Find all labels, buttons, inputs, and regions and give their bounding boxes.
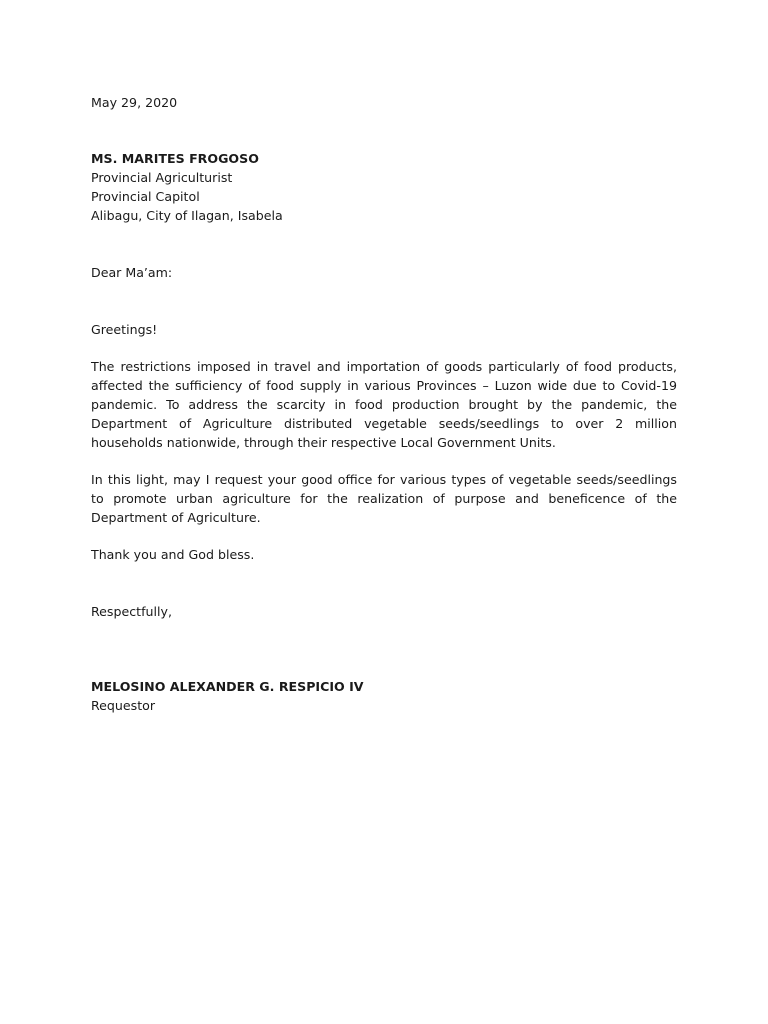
recipient-block [91, 149, 677, 225]
greeting-text: Greetings! [91, 322, 158, 337]
salutation [91, 263, 677, 282]
closing-text: Respectfully, [91, 604, 172, 619]
sender-title: Requestor [91, 698, 156, 713]
body-paragraph: The restrictions imposed in travel and importation of goods particularly of food products, affected the sufficiency of food supply in various Provinces – Luzon wide due to Covid-19 pandemic. To address the scarcity in food production brought by the pandemic, the Department of Agriculture distributed vegetable seeds/seedlings to over 2 million households nationwide, through their respective Local Government Units. [91, 359, 677, 450]
date-text: May 29, 2020 [91, 95, 178, 110]
thanks-line [91, 545, 677, 564]
recipient-name: MS. MARITES FROGOSO [91, 151, 259, 166]
letter-date [91, 93, 677, 112]
salutation-text: Dear Ma’am: [91, 265, 173, 280]
sender-block [91, 677, 677, 715]
greeting [91, 320, 677, 339]
recipient-office: Provincial Capitol [91, 189, 200, 204]
thanks-text: Thank you and God bless. [91, 547, 255, 562]
recipient-address: Alibagu, City of Ilagan, Isabela [91, 208, 283, 223]
recipient-title: Provincial Agriculturist [91, 170, 233, 185]
body-paragraph: In this light, may I request your good office for various types of vegetable seeds/seedlings to promote urban agriculture for the realization of purpose and beneficence of the Department of Agriculture. [91, 472, 677, 525]
letter-document [91, 93, 677, 715]
sender-name: MELOSINO ALEXANDER G. RESPICIO IV [91, 679, 364, 694]
closing [91, 602, 677, 621]
